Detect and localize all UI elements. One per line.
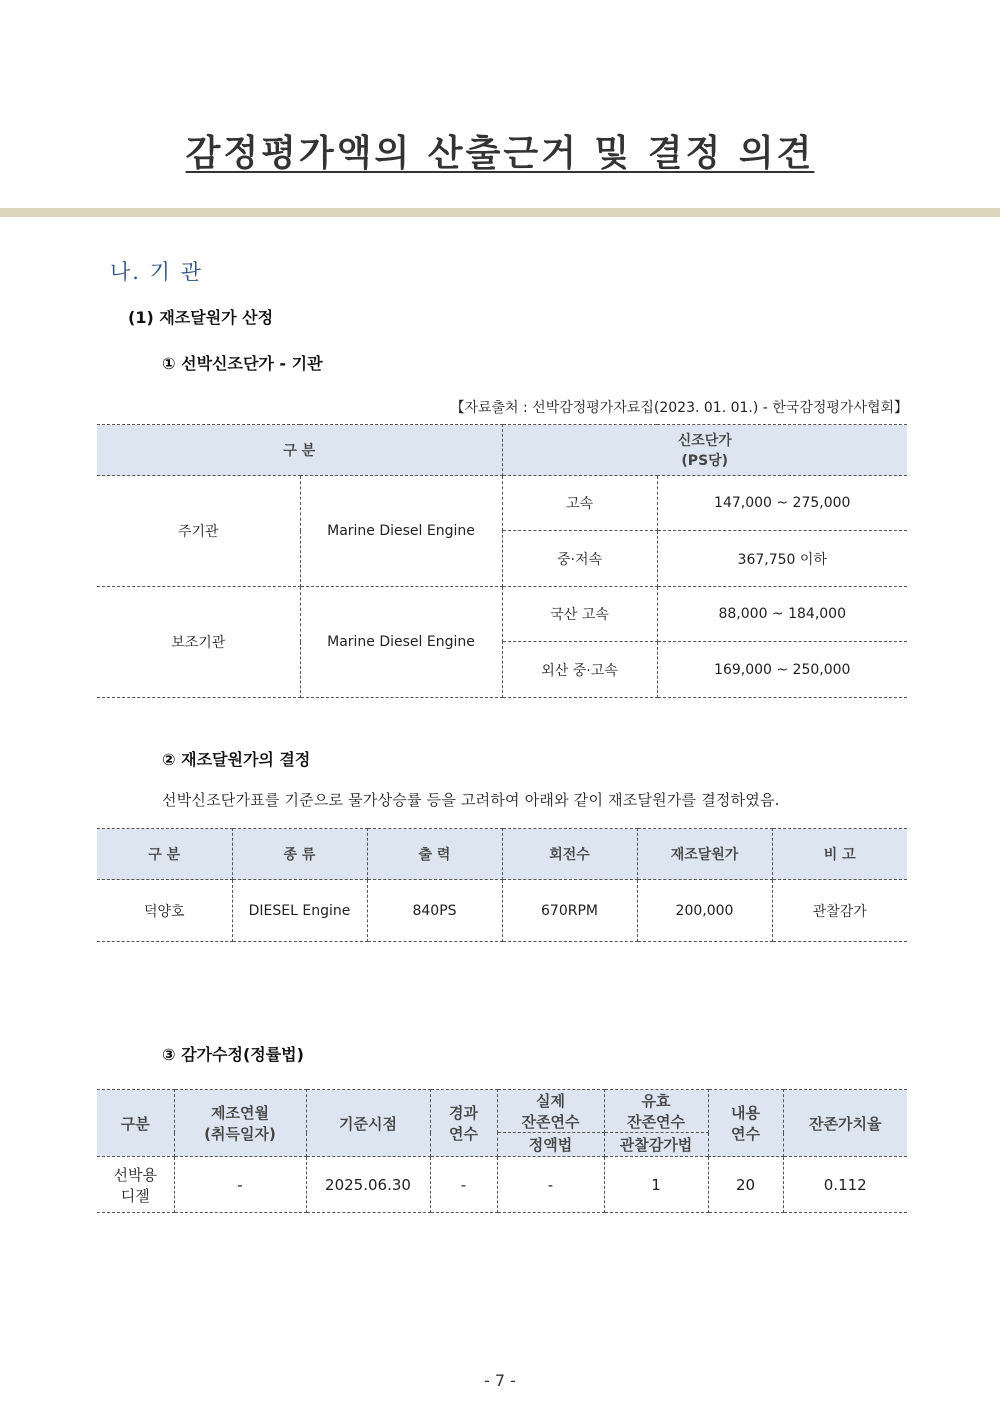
- actual-remaining-cell: -: [497, 1157, 604, 1213]
- header-divider: [0, 208, 1000, 217]
- elapsed-years-cell: -: [430, 1157, 497, 1213]
- speed-cell: 국산 고속: [502, 587, 657, 642]
- header-actual-remaining: 실제 잔존연수: [497, 1090, 604, 1133]
- section-heading: 나. 기 관: [110, 260, 203, 284]
- effective-remaining-cell: 1: [604, 1157, 708, 1213]
- header-cell: 회전수: [502, 829, 637, 880]
- header-cell: 비 고: [772, 829, 907, 880]
- engine-kind-cell: DIESEL Engine: [232, 880, 367, 942]
- replacement-cost-table: [97, 828, 907, 942]
- vessel-name-cell: 덕양호: [97, 880, 232, 942]
- header-residual-rate: 잔존가치율: [783, 1090, 907, 1157]
- useful-life-cell: 20: [708, 1157, 783, 1213]
- header-observed-depreciation: 관찰감가법: [604, 1133, 708, 1157]
- price-cell: 88,000 ~ 184,000: [657, 587, 907, 642]
- speed-cell: 외산 중·고속: [502, 642, 657, 698]
- subsection-heading: (1) 재조달원가 산정: [128, 308, 274, 327]
- engine-type-cell: Marine Diesel Engine: [300, 476, 502, 587]
- rpm-cell: 670RPM: [502, 880, 637, 942]
- engine-type-cell: Marine Diesel Engine: [300, 587, 502, 698]
- header-category: 구 분: [97, 425, 502, 476]
- header-cell: 출 력: [367, 829, 502, 880]
- item2-paragraph: 선박신조단가표를 기준으로 물가상승률 등을 고려하여 아래와 같이 재조달원가를 결정하였음.: [162, 791, 780, 809]
- item2-heading: ② 재조달원가의 결정: [162, 750, 311, 769]
- mfg-date-cell: -: [174, 1157, 306, 1213]
- header-cell: 종 류: [232, 829, 367, 880]
- remark-cell: 관찰감가: [772, 880, 907, 942]
- price-cell: 367,750 이하: [657, 531, 907, 587]
- price-cell: 169,000 ~ 250,000: [657, 642, 907, 698]
- base-date-cell: 2025.06.30: [306, 1157, 430, 1213]
- category-cell: 보조기관: [97, 587, 300, 698]
- new-build-price-table: [97, 424, 907, 698]
- speed-cell: 중·저속: [502, 531, 657, 587]
- header-effective-remaining: 유효 잔존연수: [604, 1090, 708, 1133]
- header-base-date: 기준시점: [306, 1090, 430, 1157]
- header-useful-life: 내용 연수: [708, 1090, 783, 1157]
- page-number: - 7 -: [484, 1371, 516, 1390]
- header-mfg-date: 제조연월 (취득일자): [174, 1090, 306, 1157]
- residual-rate-cell: 0.112: [783, 1157, 907, 1213]
- header-straight-line: 정액법: [497, 1133, 604, 1157]
- header-gubun: 구분: [97, 1090, 174, 1157]
- price-cell: 147,000 ~ 275,000: [657, 476, 907, 531]
- speed-cell: 고속: [502, 476, 657, 531]
- header-cell: 재조달원가: [637, 829, 772, 880]
- depreciation-table: [97, 1089, 907, 1213]
- header-price: 신조단가 (PS당): [502, 425, 907, 476]
- item3-heading: ③ 감가수정(정률법): [162, 1045, 304, 1064]
- header-cell: 구 분: [97, 829, 232, 880]
- source-note: 【자료출처 : 선박감정평가자료집(2023. 01. 01.) - 한국감정평가사협회】: [450, 400, 908, 416]
- output-cell: 840PS: [367, 880, 502, 942]
- page-title: 감정평가액의 산출근거 및 결정 의견: [185, 133, 815, 174]
- header-elapsed-years: 경과 연수: [430, 1090, 497, 1157]
- category-cell: 주기관: [97, 476, 300, 587]
- item1-heading: ① 선박신조단가 - 기관: [162, 354, 323, 373]
- replacement-cost-cell: 200,000: [637, 880, 772, 942]
- gubun-cell: 선박용 디젤: [97, 1157, 174, 1213]
